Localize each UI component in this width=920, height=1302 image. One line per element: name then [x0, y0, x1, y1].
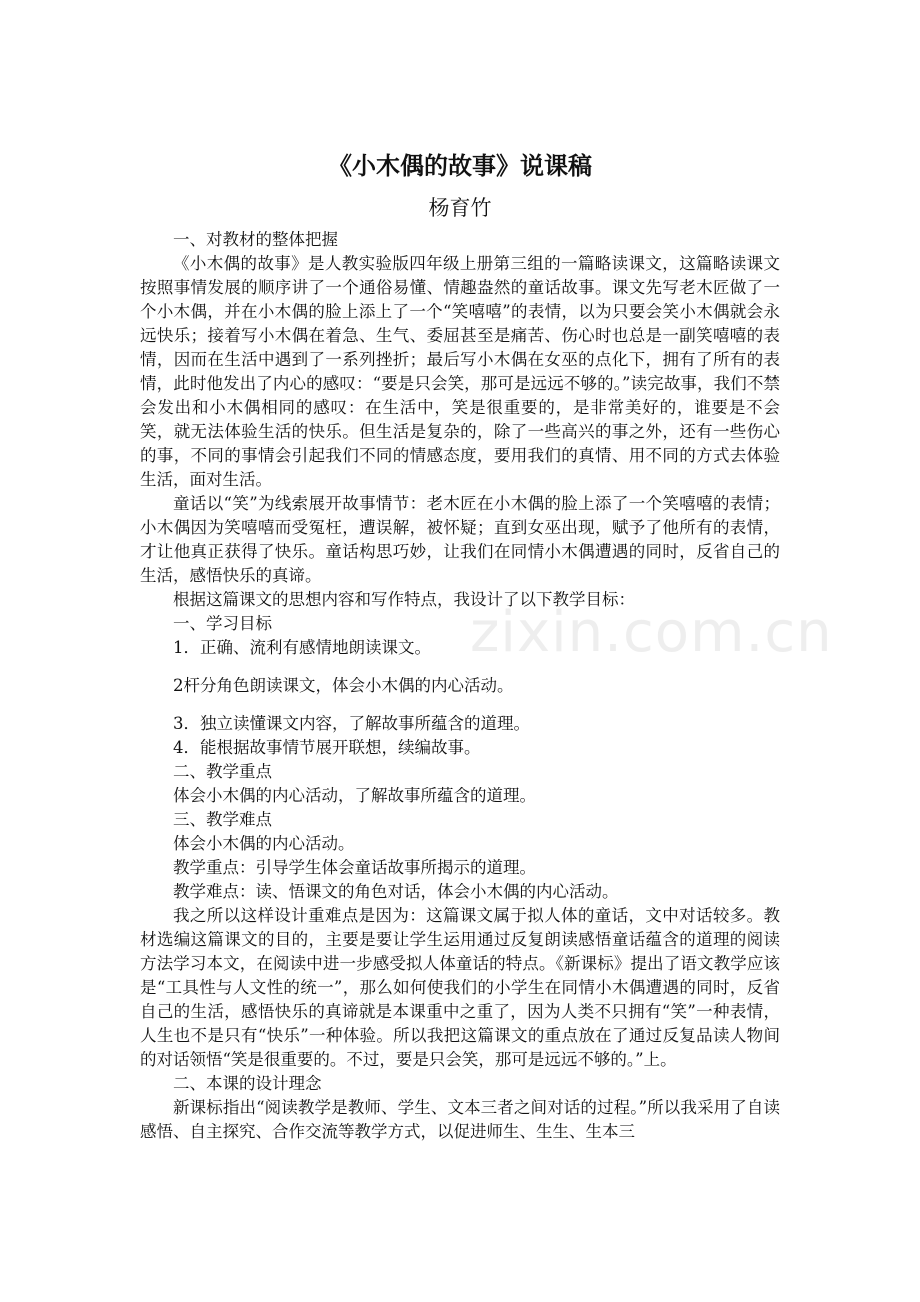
body-paragraph: 根据这篇课文的思想内容和写作特点，我设计了以下教学目标： [173, 590, 635, 609]
document-body [140, 228, 780, 1144]
body-paragraph: 《小木偶的故事》是人教实验版四年级上册第三组的一篇略读课文，这篇略读课文按照事情发展的顺序讲了一个通俗易懂、情趣盎然的童话故事。课文先写老木匠做了一个小木偶，并在小木偶的脸上添上了一个“笑嘻嘻”的表情，以为只要会笑小木偶就会永远快乐；接着写小木偶在着急、生气、委屈甚至是痛苦、伤心时也总是一副笑嘻嘻的表情，因而在生活中遇到了一系列挫折；最后写小木偶在女巫的点化下，拥有了所有的表情，此时他发出了内心的感叹：“要是只会笑，那可是远远不够的。”读完故事，我们不禁会发出和小木偶相同的感叹：在生活中，笑是很重要的，是非常美好的，谁要是不会笑，就无法体验生活的快乐。但生活是复杂的，除了一些高兴的事之外，还有一些伤心的事，不同的事情会引起我们不同的情感态度，要用我们的真情、用不同的方式去体验生活，面对生活。 [140, 254, 780, 489]
watermark-text: zixin.com.cn [470, 600, 833, 665]
section-heading: 一、对教材的整体把握 [173, 230, 338, 249]
body-paragraph: 教学难点：读、悟课文的角色对话，体会小木偶的内心活动。 [173, 882, 619, 901]
section-heading: 二、教学重点 [173, 762, 272, 781]
list-item: 4．能根据故事情节展开联想，续编故事。 [173, 738, 481, 757]
list-item: 3．独立读懂课文内容，了解故事所蕴含的道理。 [173, 714, 530, 733]
section-heading: 一、学习目标 [173, 614, 272, 633]
body-paragraph: 我之所以这样设计重难点是因为：这篇课文属于拟人体的童话，文中对话较多。教材选编这篇课文的目的，主要是要让学生运用通过反复朗读感悟童话蕴含的道理的阅读方法学习本文，在阅读中进一步感受拟人体童话的特点。《新课标》提出了语文教学应该是“工具性与人文性的统一”，那么如何使我们的小学生在同情小木偶遭遇的同时，反省自己的生活，感悟快乐的真谛就是本课重中之重了，因为人类不只拥有“笑”一种表情，人生也不是只有“快乐”一种体验。所以我把这篇课文的重点放在了通过反复品读人物间的对话领悟“笑是很重要的。不过，要是只会笑，那可是远远不够的。”上。 [140, 906, 780, 1069]
document-title: 《小木偶的故事》说课稿 [328, 152, 592, 180]
list-item: 1．正确、流利有感情地朗读课文。 [173, 638, 431, 657]
body-paragraph: 童话以“笑”为线索展开故事情节：老木匠在小木偶的脸上添了一个笑嘻嘻的表情；小木偶因为笑嘻嘻而受冤枉，遭误解，被怀疑；直到女巫出现，赋予了他所有的表情，才让他真正获得了快乐。童话构思巧妙，让我们在同情小木偶遭遇的同时，反省自己的生活，感悟快乐的真谛。 [140, 494, 780, 585]
document-author: 杨育竹 [428, 196, 492, 220]
section-heading: 二、本课的设计理念 [173, 1074, 322, 1093]
body-paragraph: 体会小木偶的内心活动。 [173, 834, 355, 853]
section-heading: 三、教学难点 [173, 810, 272, 829]
body-paragraph: 体会小木偶的内心活动，了解故事所蕴含的道理。 [173, 786, 536, 805]
body-paragraph: 新课标指出“阅读教学是教师、学生、文本三者之间对话的过程。”所以我采用了自读感悟、自主探究、合作交流等教学方式，以促进师生、生生、生本三 [140, 1098, 780, 1141]
list-item: 2杆分角色朗读课文，体会小木偶的内心活动。 [173, 676, 514, 695]
body-paragraph: 教学重点：引导学生体会童话故事所揭示的道理。 [173, 858, 536, 877]
